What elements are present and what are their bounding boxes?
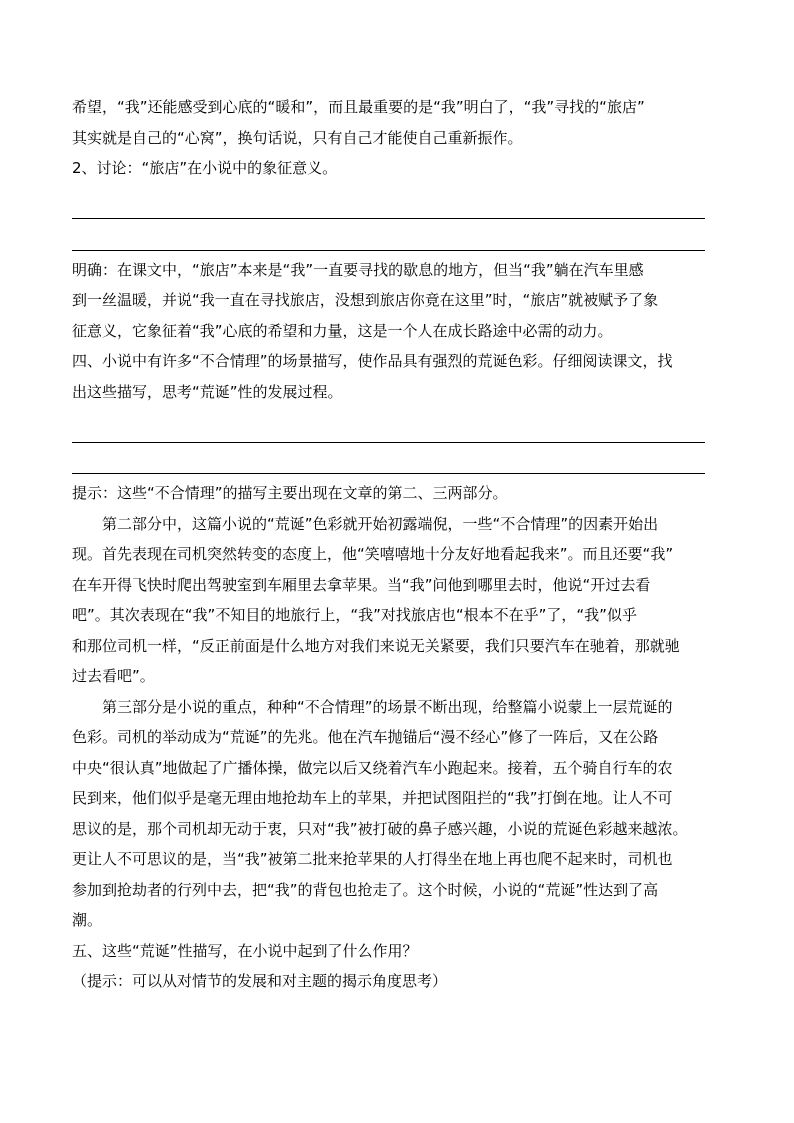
hint-q5: （提示：可以从对情节的发展和对主题的揭示角度思考）	[72, 972, 448, 990]
answer-lines-q2	[72, 184, 722, 255]
text-line: 色彩。司机的举动成为“荒诞”的先兆。他在汽车抛锚后“漫不经心”修了一阵后，又在公路	[72, 728, 659, 746]
text-line: 更让人不可思议的是，当“我”被第二批来抢苹果的人打得坐在地上再也爬不起来时，司机也	[72, 850, 673, 868]
paragraph-explanation	[72, 255, 722, 347]
answer-lines-q4	[72, 407, 722, 478]
answer-line[interactable]	[72, 413, 705, 443]
text-line: 和那位司机一样，“反正前面是什么地方对我们来说无关紧要，我们只要汽车在驰着，那就驰	[72, 636, 680, 655]
text-line: 现。首先表现在司机突然转变的态度上，他“笑嘻嘻地十分友好地看起我来”。而且还要“我”	[72, 545, 674, 563]
text-line: 征意义，它象征着“我”心底的希望和力量，这是一个人在成长路途中必需的动力。	[72, 321, 613, 340]
text-line: 在车开得飞快时爬出驾驶室到车厢里去拿苹果。当“我”问他到哪里去时，他说“开过去看	[72, 575, 651, 594]
paragraph-part-three	[72, 692, 722, 936]
text-line: 四、小说中有许多“不合情理”的场景描写，使作品具有强烈的荒诞色彩。仔细阅读课文，找	[72, 352, 673, 370]
text-line: 希望，“我”还能感受到心底的“暖和”，而且最重要的是“我”明白了，“我”寻找的“旅店”	[72, 98, 645, 116]
text-line: 思议的是，那个司机却无动于衷，只对“我”被打破的鼻子感兴趣，小说的荒诞色彩越来越浓。	[72, 819, 688, 838]
text-line: 吧”。其次表现在“我”不知目的地旅行上，“我”对找旅店也“根本不在乎”了，“我”似乎	[72, 606, 637, 624]
text-line: 中央“很认真”地做起了广播体操，做完以后又绕着汽车小跑起来。接着，五个骑自行车的农	[72, 758, 673, 777]
answer-line[interactable]	[72, 445, 705, 475]
text-line: 潮。	[72, 911, 103, 929]
text-line: 出这些描写，思考“荒诞”性的发展过程。	[72, 382, 343, 401]
question-2: 2、讨论：“旅店”在小说中的象征意义。	[72, 159, 338, 177]
answer-line[interactable]	[72, 190, 705, 220]
answer-line[interactable]	[72, 221, 705, 251]
document-body	[72, 92, 722, 997]
text-line: 民到来，他们似乎是毫无理由地抢劫车上的苹果，并把试图阻拦的“我”打倒在地。让人不可	[72, 789, 673, 807]
text-line: 到一丝温暖，并说“我一直在寻找旅店，没想到旅店你竟在这里”时，“旅店”就被赋予了象	[72, 291, 659, 309]
text-line: 参加到抢劫者的行列中去，把“我”的背包也抢走了。这个时候，小说的“荒诞”性达到了高	[72, 880, 659, 899]
text-line: 其实就是自己的“心窝”，换句话说，只有自己才能使自己重新振作。	[72, 128, 523, 147]
question-4	[72, 346, 722, 407]
text-line: 过去看吧”。	[72, 667, 155, 685]
paragraph-part-two	[72, 509, 722, 692]
text-line: 明确：在课文中，“旅店”本来是“我”一直要寻找的歇息的地方，但当“我”躺在汽车里感	[72, 260, 644, 279]
hint-q4: 提示：这些“不合情理”的描写主要出现在文章的第二、三两部分。	[72, 484, 508, 502]
text-line: 第二部分中，这篇小说的“荒诞”色彩就开始初露端倪，一些“不合情理”的因素开始出	[102, 514, 659, 533]
paragraph-conclusion	[72, 92, 722, 153]
question-5: 五、这些“荒诞”性描写，在小说中起到了什么作用？	[72, 941, 418, 960]
text-line: 第三部分是小说的重点，种种“不合情理”的场景不断出现，给整篇小说蒙上一层荒诞的	[102, 697, 673, 716]
